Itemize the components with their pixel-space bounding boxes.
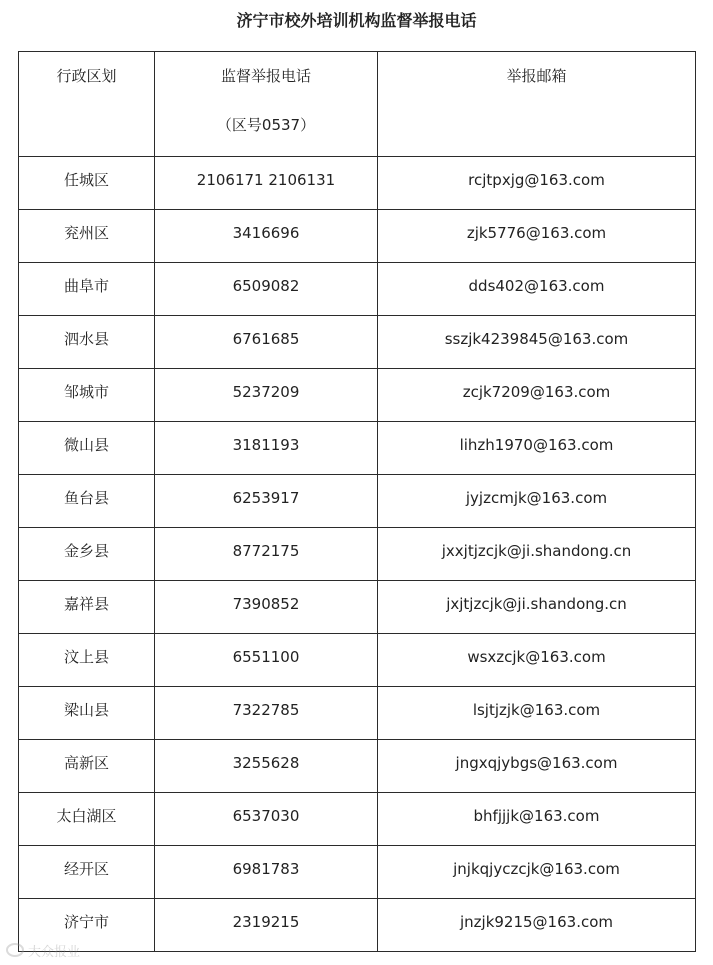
district-cell: [19, 634, 155, 687]
header-district: [19, 52, 155, 157]
email-cell-text: jyjzcmjk@163.com: [465, 489, 608, 507]
email-cell: [378, 369, 696, 422]
phone-cell-text: 6509082: [232, 277, 300, 295]
phone-cell-text: 7322785: [232, 701, 300, 719]
table-row: [19, 899, 696, 952]
email-cell-text: jxjtjzcjk@ji.shandong.cn: [446, 595, 627, 613]
header-area-code-note: （区号0537）: [216, 116, 316, 134]
district-cell-text: 高新区: [63, 754, 109, 772]
phone-cell-text: 6551100: [232, 648, 300, 666]
district-cell: [19, 793, 155, 846]
district-cell: [19, 687, 155, 740]
phone-cell: [155, 740, 378, 793]
header-district-label: 行政区划: [56, 67, 117, 85]
email-cell-text: dds402@163.com: [468, 277, 605, 295]
district-cell-text: 太白湖区: [56, 807, 117, 825]
email-cell: [378, 528, 696, 581]
district-cell-text: 邹城市: [63, 383, 109, 401]
district-cell-text: 兖州区: [63, 224, 109, 242]
district-cell: [19, 846, 155, 899]
email-cell-text: jnjkqjyczcjk@163.com: [453, 860, 620, 878]
phone-cell-text: 6537030: [232, 807, 300, 825]
district-cell-text: 梁山县: [63, 701, 109, 719]
email-cell: [378, 687, 696, 740]
email-cell: [378, 634, 696, 687]
email-cell-text: zcjk7209@163.com: [462, 383, 611, 401]
table-row: [19, 793, 696, 846]
email-cell-text: lihzh1970@163.com: [459, 436, 614, 454]
phone-cell: [155, 793, 378, 846]
email-cell-text: jngxqjybgs@163.com: [455, 754, 618, 772]
district-cell-text: 鱼台县: [63, 489, 109, 507]
district-cell-text: 曲阜市: [63, 277, 109, 295]
report-hotline-table: [18, 51, 696, 952]
phone-cell: [155, 369, 378, 422]
table-row: [19, 369, 696, 422]
district-cell-text: 任城区: [63, 171, 109, 189]
district-cell: [19, 528, 155, 581]
phone-cell: [155, 687, 378, 740]
district-cell: [19, 210, 155, 263]
phone-cell-text: 6761685: [232, 330, 300, 348]
phone-cell: [155, 475, 378, 528]
district-cell-text: 经开区: [63, 860, 109, 878]
email-cell: [378, 316, 696, 369]
phone-cell: [155, 422, 378, 475]
phone-cell-text: 5237209: [232, 383, 300, 401]
phone-cell: [155, 899, 378, 952]
email-cell: [378, 581, 696, 634]
district-cell-text: 微山县: [63, 436, 109, 454]
table-row: [19, 422, 696, 475]
district-cell-text: 汶上县: [63, 648, 109, 666]
phone-cell-text: 2106171 2106131: [196, 171, 336, 189]
email-cell: [378, 422, 696, 475]
email-cell-text: sszjk4239845@163.com: [444, 330, 629, 348]
email-cell: [378, 846, 696, 899]
district-cell-text: 金乡县: [63, 542, 109, 560]
email-cell-text: zjk5776@163.com: [466, 224, 607, 242]
phone-cell-text: 6981783: [232, 860, 300, 878]
district-cell-text: 泗水县: [63, 330, 109, 348]
district-cell: [19, 581, 155, 634]
phone-cell-text: 2319215: [232, 913, 300, 931]
email-cell: [378, 475, 696, 528]
phone-cell-text: 3255628: [232, 754, 300, 772]
email-cell-text: wsxzcjk@163.com: [467, 648, 606, 666]
page-title: 济宁市校外培训机构监督举报电话: [236, 11, 477, 30]
district-cell: [19, 157, 155, 210]
district-cell: [19, 475, 155, 528]
email-cell: [378, 263, 696, 316]
table-row: [19, 316, 696, 369]
table-body: [19, 52, 696, 952]
email-cell: [378, 793, 696, 846]
phone-cell: [155, 263, 378, 316]
table-row: [19, 210, 696, 263]
email-cell-text: lsjtjzjk@163.com: [472, 701, 601, 719]
phone-cell-text: 7390852: [232, 595, 300, 613]
table-row: [19, 157, 696, 210]
phone-cell-text: 6253917: [232, 489, 300, 507]
table-row: [19, 263, 696, 316]
district-cell: [19, 316, 155, 369]
email-cell-text: jxxjtjzcjk@ji.shandong.cn: [441, 542, 632, 560]
phone-cell-text: 3416696: [232, 224, 300, 242]
district-cell: [19, 422, 155, 475]
email-cell: [378, 740, 696, 793]
district-cell: [19, 369, 155, 422]
header-phone-label: 监督举报电话: [220, 67, 311, 85]
email-cell: [378, 157, 696, 210]
watermark-text: 大众报业: [28, 944, 81, 960]
district-cell: [19, 740, 155, 793]
district-cell-text: 嘉祥县: [63, 595, 109, 613]
phone-cell: [155, 528, 378, 581]
header-email: [378, 52, 696, 157]
table-row: [19, 528, 696, 581]
phone-cell-text: 3181193: [232, 436, 300, 454]
email-cell: [378, 899, 696, 952]
phone-cell: [155, 581, 378, 634]
phone-cell: [155, 157, 378, 210]
phone-cell: [155, 846, 378, 899]
table-row: [19, 634, 696, 687]
table-row: [19, 475, 696, 528]
phone-cell: [155, 316, 378, 369]
phone-cell: [155, 634, 378, 687]
brand-logo-icon: [6, 943, 24, 957]
table-row: [19, 687, 696, 740]
table-header-row: [19, 52, 696, 157]
email-cell: [378, 210, 696, 263]
phone-cell-text: 8772175: [232, 542, 300, 560]
phone-cell: [155, 210, 378, 263]
header-phone: [155, 52, 378, 157]
district-cell: [19, 263, 155, 316]
watermark: [6, 940, 80, 960]
table-row: [19, 846, 696, 899]
email-cell-text: rcjtpxjg@163.com: [468, 171, 605, 189]
email-cell-text: bhfjjjk@163.com: [473, 807, 600, 825]
table-row: [19, 581, 696, 634]
table-row: [19, 740, 696, 793]
email-cell-text: jnzjk9215@163.com: [459, 913, 613, 931]
district-cell-text: 济宁市: [63, 913, 109, 931]
header-email-label: 举报邮箱: [506, 67, 567, 85]
